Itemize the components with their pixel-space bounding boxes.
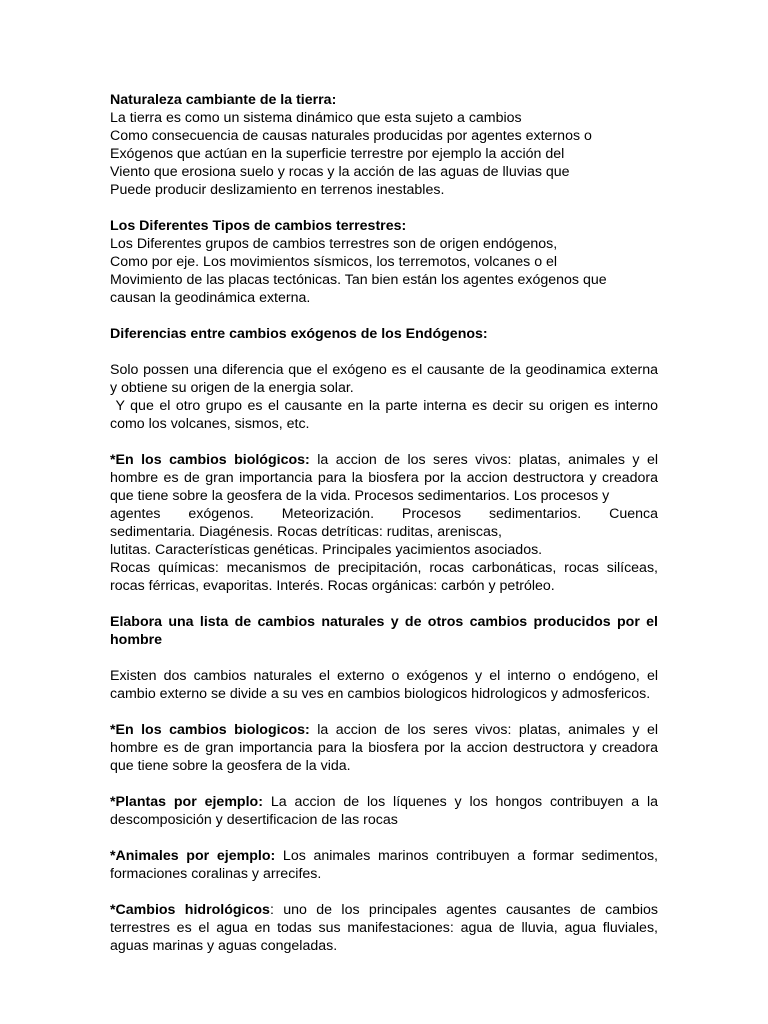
paragraph-hidrologicos [110,901,658,955]
text-line: sedimentaria. Diagénesis. Rocas detríticas: ruditas, areniscas, [110,524,502,540]
paragraph-text: Los animales marinos contribuyen a formar sedimentos, formaciones coralinas y arrecifes. [110,848,658,882]
text-line: Como consecuencia de causas naturales producidas por agentes externos o [110,128,592,144]
paragraph-animales [110,847,658,883]
section-title: Elabora una lista de cambios naturales y de otros cambios producidos por el hombre [110,614,658,648]
paragraph-text: La accion de los líquenes y los hongos contribuyen a la descomposición y desertificacion de las rocas [110,794,659,828]
section-naturaleza [110,91,658,199]
section-tipos [110,217,658,307]
text-line: Viento que erosiona suelo y rocas y la acción de las aguas de lluvias que [110,164,570,180]
paragraph-cambios-biologicos-2 [110,721,658,775]
text-line: lutitas. Características genéticas. Principales yacimientos asociados. [110,542,543,558]
paragraph-lead: *En los cambios biológicos: [110,452,310,468]
paragraph: Y que el otro grupo es el causante en la parte interna es decir su origen es interno como los volcanes, sismos, etc. [110,398,662,432]
text-line: Los Diferentes grupos de cambios terrestres son de origen endógenos, [110,236,558,252]
section-title: Diferencias entre cambios exógenos de los Endógenos: [110,326,488,342]
section-diferencias [110,325,658,343]
paragraph-cambios-biologicos [110,451,658,505]
paragraph-plantas [110,793,658,829]
text-line: Movimiento de las placas tectónicas. Tan bien están los agentes exógenos que [110,272,607,288]
text-line: Exógenos que actúan en la superficie terrestre por ejemplo la acción del [110,146,565,162]
text-line: agentes exógenos. Meteorización. Procesos sedimentarios. Cuenca [110,506,658,522]
text-line: Como por eje. Los movimientos sísmicos, los terremotos, volcanes o el [110,254,558,270]
document-body [110,91,662,955]
paragraph-lead: *Plantas por ejemplo: [110,794,263,810]
paragraph-text: : uno de los principales agentes causantes de cambios terrestres es el agua en todas sus manifestaciones: agua de lluvia, agua fluviales, aguas marinas y aguas congeladas. [110,902,658,954]
paragraph: Rocas químicas: mecanismos de precipitación, rocas carbonáticas, rocas silíceas, rocas férricas, evaporitas. Interés. Rocas orgánicas: carbón y petróleo. [110,560,658,594]
paragraph-lead: *Cambios hidrológicos [110,902,270,918]
paragraph: Existen dos cambios naturales el externo o exógenos y el interno o endógeno, el cambio externo se divide a su ves en cambios biologicos hidrologicos y admosfericos. [110,668,658,702]
paragraph-text: la accion de los seres vivos: platas, animales y el hombre es de gran importancia para la biosfera por la accion destructora y creadora que tiene sobre la geosfera de la vida. [110,722,659,774]
section-title: Los Diferentes Tipos de cambios terrestres: [110,218,407,234]
text-line: La tierra es como un sistema dinámico que esta sujeto a cambios [110,110,522,126]
text-line: Puede producir deslizamiento en terrenos inestables. [110,182,445,198]
paragraph-lead: *En los cambios biologicos: [110,722,310,738]
paragraph-text: la accion de los seres vivos: platas, animales y el hombre es de gran importancia para la biosfera por la accion destructora y creadora que tiene sobre la geosfera de la vida. Procesos sedimentarios. Los procesos y [110,452,659,504]
section-title: Naturaleza cambiante de la tierra: [110,92,337,108]
paragraph: Solo possen una diferencia que el exógeno es el causante de la geodinamica externa y obtiene su origen de la energia solar. [110,362,658,396]
text-line: causan la geodinámica externa. [110,290,311,306]
paragraph-lead: *Animales por ejemplo: [110,848,276,864]
